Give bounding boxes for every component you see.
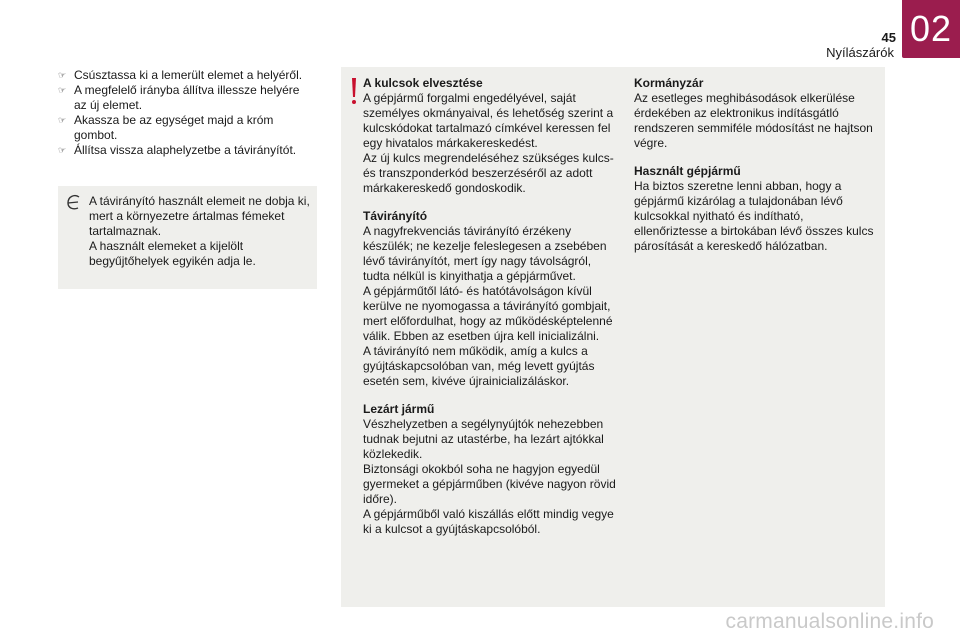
block-title: A kulcsok elvesztése: [363, 76, 483, 90]
arrow-icon: ☞: [58, 85, 67, 95]
arrow-icon: ☞: [58, 70, 67, 80]
block-paragraph: A nagyfrekvenciás távirányító érzékeny készülék; ne kezelje feleslegesen a zsebében lévő távirányítót, mert így nagy távolságról, tudta nélkül is kinyithatja a gépjárművet.: [363, 224, 607, 283]
block-paragraph: Az új kulcs megrendeléséhez szükséges kulcs- és transzponderkód beszerzéséről az adott márkakereskedő gondoskodik.: [363, 151, 614, 195]
warning-block: [634, 76, 879, 151]
block-paragraph: A gépjármű forgalmi engedélyével, saját személyes okmányaival, és lehetőség szerint a kulcskódokat tartalmazó címkével keressen fel egy hivatalos márkakereskedést.: [363, 91, 614, 150]
block-paragraph: Biztonsági okokból soha ne hagyjon egyedül gyermeket a gépjárműben (kivéve nagyon rövid időre).: [363, 462, 616, 506]
block-paragraph: Ha biztos szeretne lenni abban, hogy a gépjármű kizárólag a tulajdonában lévő kulcsokkal nyitható és indítható, ellenőriztesse a birtokában lévő összes kulcs párosítását a kereskedő hálózatban.: [634, 179, 874, 253]
block-paragraph: A gépjárműtől látó- és hatótávolságon kívül kerülve ne nyomogassa a távirányító gombjait, mert előfordulhat, hogy az működésképtelenné válik. Ebben az esetben újra kell inicializálni.: [363, 284, 613, 343]
page-number: 45: [881, 30, 896, 45]
leaf-icon: [64, 192, 84, 214]
list-item: [58, 83, 314, 113]
warning-block: [363, 402, 618, 537]
block-title: Kormányzár: [634, 76, 704, 90]
list-item: [58, 68, 314, 83]
warning-block: [363, 76, 618, 196]
warning-left-column: [363, 76, 618, 550]
list-item: [58, 143, 314, 158]
warning-block: [363, 209, 618, 389]
eco-paragraph: A távirányító használt elemeit ne dobja ki, mert a környezetre ártalmas fémeket tartalmaznak.: [89, 194, 310, 238]
arrow-icon: ☞: [58, 145, 67, 155]
chapter-tab: 02: [902, 0, 960, 58]
arrow-icon: ☞: [58, 115, 67, 125]
block-title: Használt gépjármű: [634, 164, 741, 178]
block-paragraph: A gépjárműből való kiszállás előtt mindig vegye ki a kulcsot a gyújtáskapcsolóból.: [363, 507, 614, 536]
block-paragraph: Vészhelyzetben a segélynyújtók nehezebben tudnak bejutni az utastérbe, ha lezárt ajtókkal közlekedik.: [363, 417, 604, 461]
step-text: Akassza be az egységet majd a króm gombot.: [74, 113, 274, 142]
block-title: Lezárt jármű: [363, 402, 435, 416]
warning-block: [634, 164, 879, 254]
block-paragraph: Az esetleges meghibásodások elkerülése érdekében az elektronikus indításgátló rendszeren semmiféle módosítást ne hajtson végre.: [634, 91, 873, 150]
steps-list: [58, 68, 314, 158]
eco-paragraph: A használt elemeket a kijelölt begyűjtőhelyek egyikén adja le.: [89, 239, 256, 268]
watermark: carmanualsonline.info: [725, 610, 934, 633]
step-text: Állítsa vissza alaphelyzetbe a távirányítót.: [74, 143, 297, 157]
warning-panel: [341, 67, 885, 607]
warning-right-column: [634, 76, 879, 267]
step-text: Csúsztassa ki a lemerült elemet a helyéről.: [74, 68, 303, 82]
step-text: A megfelelő irányba állítva illessze helyére az új elemet.: [74, 83, 300, 112]
list-item: [58, 113, 314, 143]
block-title: Távirányító: [363, 209, 428, 223]
eco-note-box: [58, 186, 317, 289]
exclamation-icon: [349, 77, 359, 105]
section-title: Nyílászárók: [826, 45, 894, 60]
block-paragraph: A távirányító nem működik, amíg a kulcs a gyújtáskapcsolóban van, még levett gyújtás esetén sem, kivéve újrainicializáláskor.: [363, 344, 595, 388]
